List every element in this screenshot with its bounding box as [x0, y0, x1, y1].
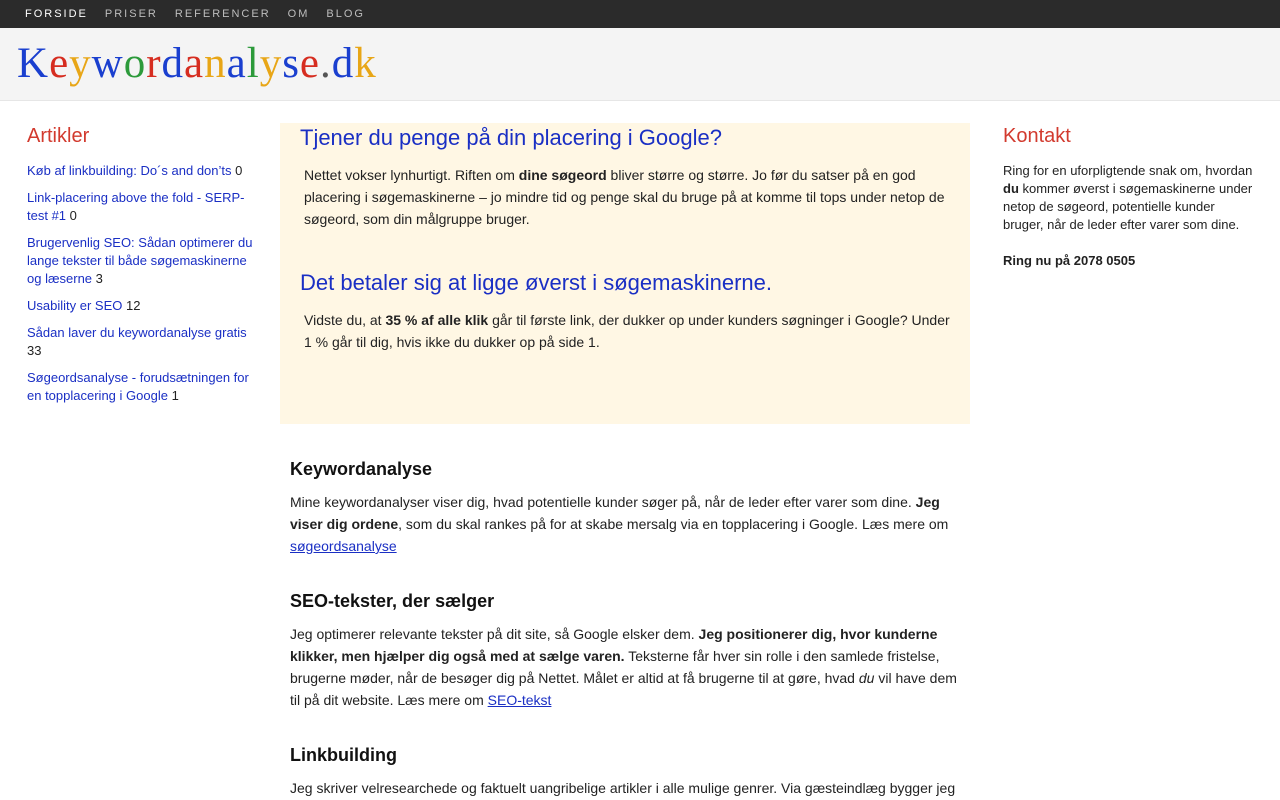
top-navigation	[0, 0, 1280, 28]
text-span: Jeg optimerer relevante tekster på dit site, så Google elsker dem.	[290, 626, 699, 642]
article-link[interactable]: Køb af linkbuilding: Do´s and don’ts	[27, 163, 232, 178]
contact-sidebar	[1003, 123, 1258, 270]
comment-count: 0	[235, 163, 243, 178]
bold-text: Jeg viser dig ordene	[290, 494, 940, 532]
contact-text	[1003, 162, 1258, 234]
text-span: Ring for en uforpligtende snak om, hvordan	[1003, 163, 1253, 178]
logo-letter: e	[299, 40, 321, 87]
section-title: Keywordanalyse	[290, 459, 433, 479]
bold-text: dine søgeord	[518, 167, 607, 183]
logo-letter: k	[354, 40, 377, 87]
article-link[interactable]: Usability er SEO	[27, 298, 123, 313]
logo-letter: o	[123, 40, 147, 87]
text-span: Jeg skriver velresearchede og faktuelt uangribelige artikler i alle mulige genrer. Via gæsteindlæg bygger jeg	[290, 780, 956, 796]
article-link[interactable]: Søgeordsanalyse - forudsætningen for en topplacering i Google	[27, 370, 249, 403]
logo-letter: .	[320, 40, 332, 87]
contact-phone: Ring nu på 2078 0505	[1003, 253, 1136, 268]
list-item	[27, 162, 257, 180]
promo-heading: Tjener du penge på din placering i Google?	[300, 125, 722, 150]
logo-letter: e	[49, 40, 70, 87]
list-item	[27, 189, 257, 225]
article-link[interactable]: Link-placering above the fold - SERP-test #1	[27, 190, 245, 223]
text-span: vil have dem til på dit website. Læs mere om	[290, 670, 957, 708]
articles-list	[27, 162, 257, 405]
logo-letter: K	[17, 40, 50, 87]
list-item	[27, 297, 257, 315]
read-more-link[interactable]: SEO-tekst	[487, 692, 552, 708]
articles-title: Artikler	[27, 125, 90, 147]
logo-letter: y	[69, 40, 92, 87]
promo-heading: Det betaler sig at ligge øverst i søgemaskinerne.	[300, 270, 772, 295]
section-text	[290, 777, 960, 799]
logo-letter: s	[282, 40, 300, 87]
logo-letter: y	[259, 40, 283, 87]
list-item	[27, 369, 257, 405]
service-section-keywordanalyse	[280, 458, 970, 557]
section-title: Linkbuilding	[290, 745, 397, 765]
service-section-seo-tekster	[280, 590, 970, 711]
logo-letter: w	[91, 40, 124, 87]
comment-count: 0	[69, 208, 77, 223]
article-link[interactable]: Brugervenlig SEO: Sådan optimerer du lange tekster til både søgemaskinerne og læserne	[27, 235, 253, 286]
site-header	[0, 28, 1280, 101]
articles-sidebar	[27, 123, 257, 414]
list-item	[27, 324, 257, 360]
logo-letter: d	[331, 40, 355, 87]
text-span: kommer øverst i søgemaskinerne under netop de søgeord, potentielle kunder bruger, når de leder efter varer som dine.	[1003, 181, 1253, 232]
nav-item-referencer[interactable]: REFERENCER	[174, 8, 271, 20]
promo-box	[280, 123, 970, 424]
logo-letter: d	[161, 40, 185, 87]
text-span: Teksterne får hver sin rolle i den samlede fristelse, brugerne møder, når de besøger dig på Nettet. Målet er altid at få brugerne til at gøre, hvad	[290, 648, 940, 686]
text-span: Nettet vokser lynhurtigt. Riften om	[304, 167, 519, 183]
text-span: går til første link, der dukker op under kunders søgninger i Google? Under 1 % går til dig, hvis ikke du dukker op på side 1.	[304, 312, 950, 350]
text-span: bliver større og større. Jo før du satser på en god placering i søgemaskinerne – jo mindre tid og penge skal du bruge på at komme til tops under netop de søgeord, som din målgruppe bruger.	[304, 167, 945, 227]
list-item	[27, 234, 257, 288]
comment-count: 1	[171, 388, 179, 403]
nav-item-om[interactable]: OM	[287, 8, 310, 20]
comment-count: 3	[95, 271, 103, 286]
section-title: SEO-tekster, der sælger	[290, 591, 495, 611]
section-text	[290, 623, 960, 711]
logo-letter: l	[246, 40, 260, 87]
bold-text: 35 % af alle klik	[385, 312, 489, 328]
contact-title: Kontakt	[1003, 125, 1071, 147]
nav-item-priser[interactable]: PRISER	[104, 8, 158, 20]
text-span: Mine keywordanalyser viser dig, hvad potentielle kunder søger på, når de leder efter varer som dine.	[290, 494, 916, 510]
comment-count: 33	[27, 343, 42, 358]
nav-item-blog[interactable]: BLOG	[326, 8, 365, 20]
read-more-link[interactable]: søgeordsanalyse	[290, 538, 397, 554]
main-content	[280, 123, 970, 799]
text-span: , som du skal rankes på for at skabe mersalg via en topplacering i Google. Læs mere om	[398, 516, 949, 532]
text-span: Vidste du, at	[304, 312, 386, 328]
promo-paragraph	[304, 164, 950, 230]
bold-text: du	[1003, 181, 1019, 196]
service-section-linkbuilding	[280, 744, 970, 799]
logo-letter: a	[184, 40, 205, 87]
emphasis-text: du	[858, 670, 875, 686]
comment-count: 12	[126, 298, 141, 313]
article-link[interactable]: Sådan laver du keywordanalyse gratis	[27, 325, 247, 340]
site-logo[interactable]	[17, 38, 377, 90]
section-text	[290, 491, 960, 557]
promo-paragraph	[304, 309, 950, 353]
logo-letter: n	[204, 40, 227, 87]
logo-letter: r	[146, 40, 162, 87]
nav-item-forside[interactable]: FORSIDE	[25, 8, 88, 20]
logo-letter: a	[226, 40, 247, 87]
bold-text: Jeg positionerer dig, hvor kunderne klikker, men hjælper dig også med at sælge varen.	[290, 626, 938, 664]
